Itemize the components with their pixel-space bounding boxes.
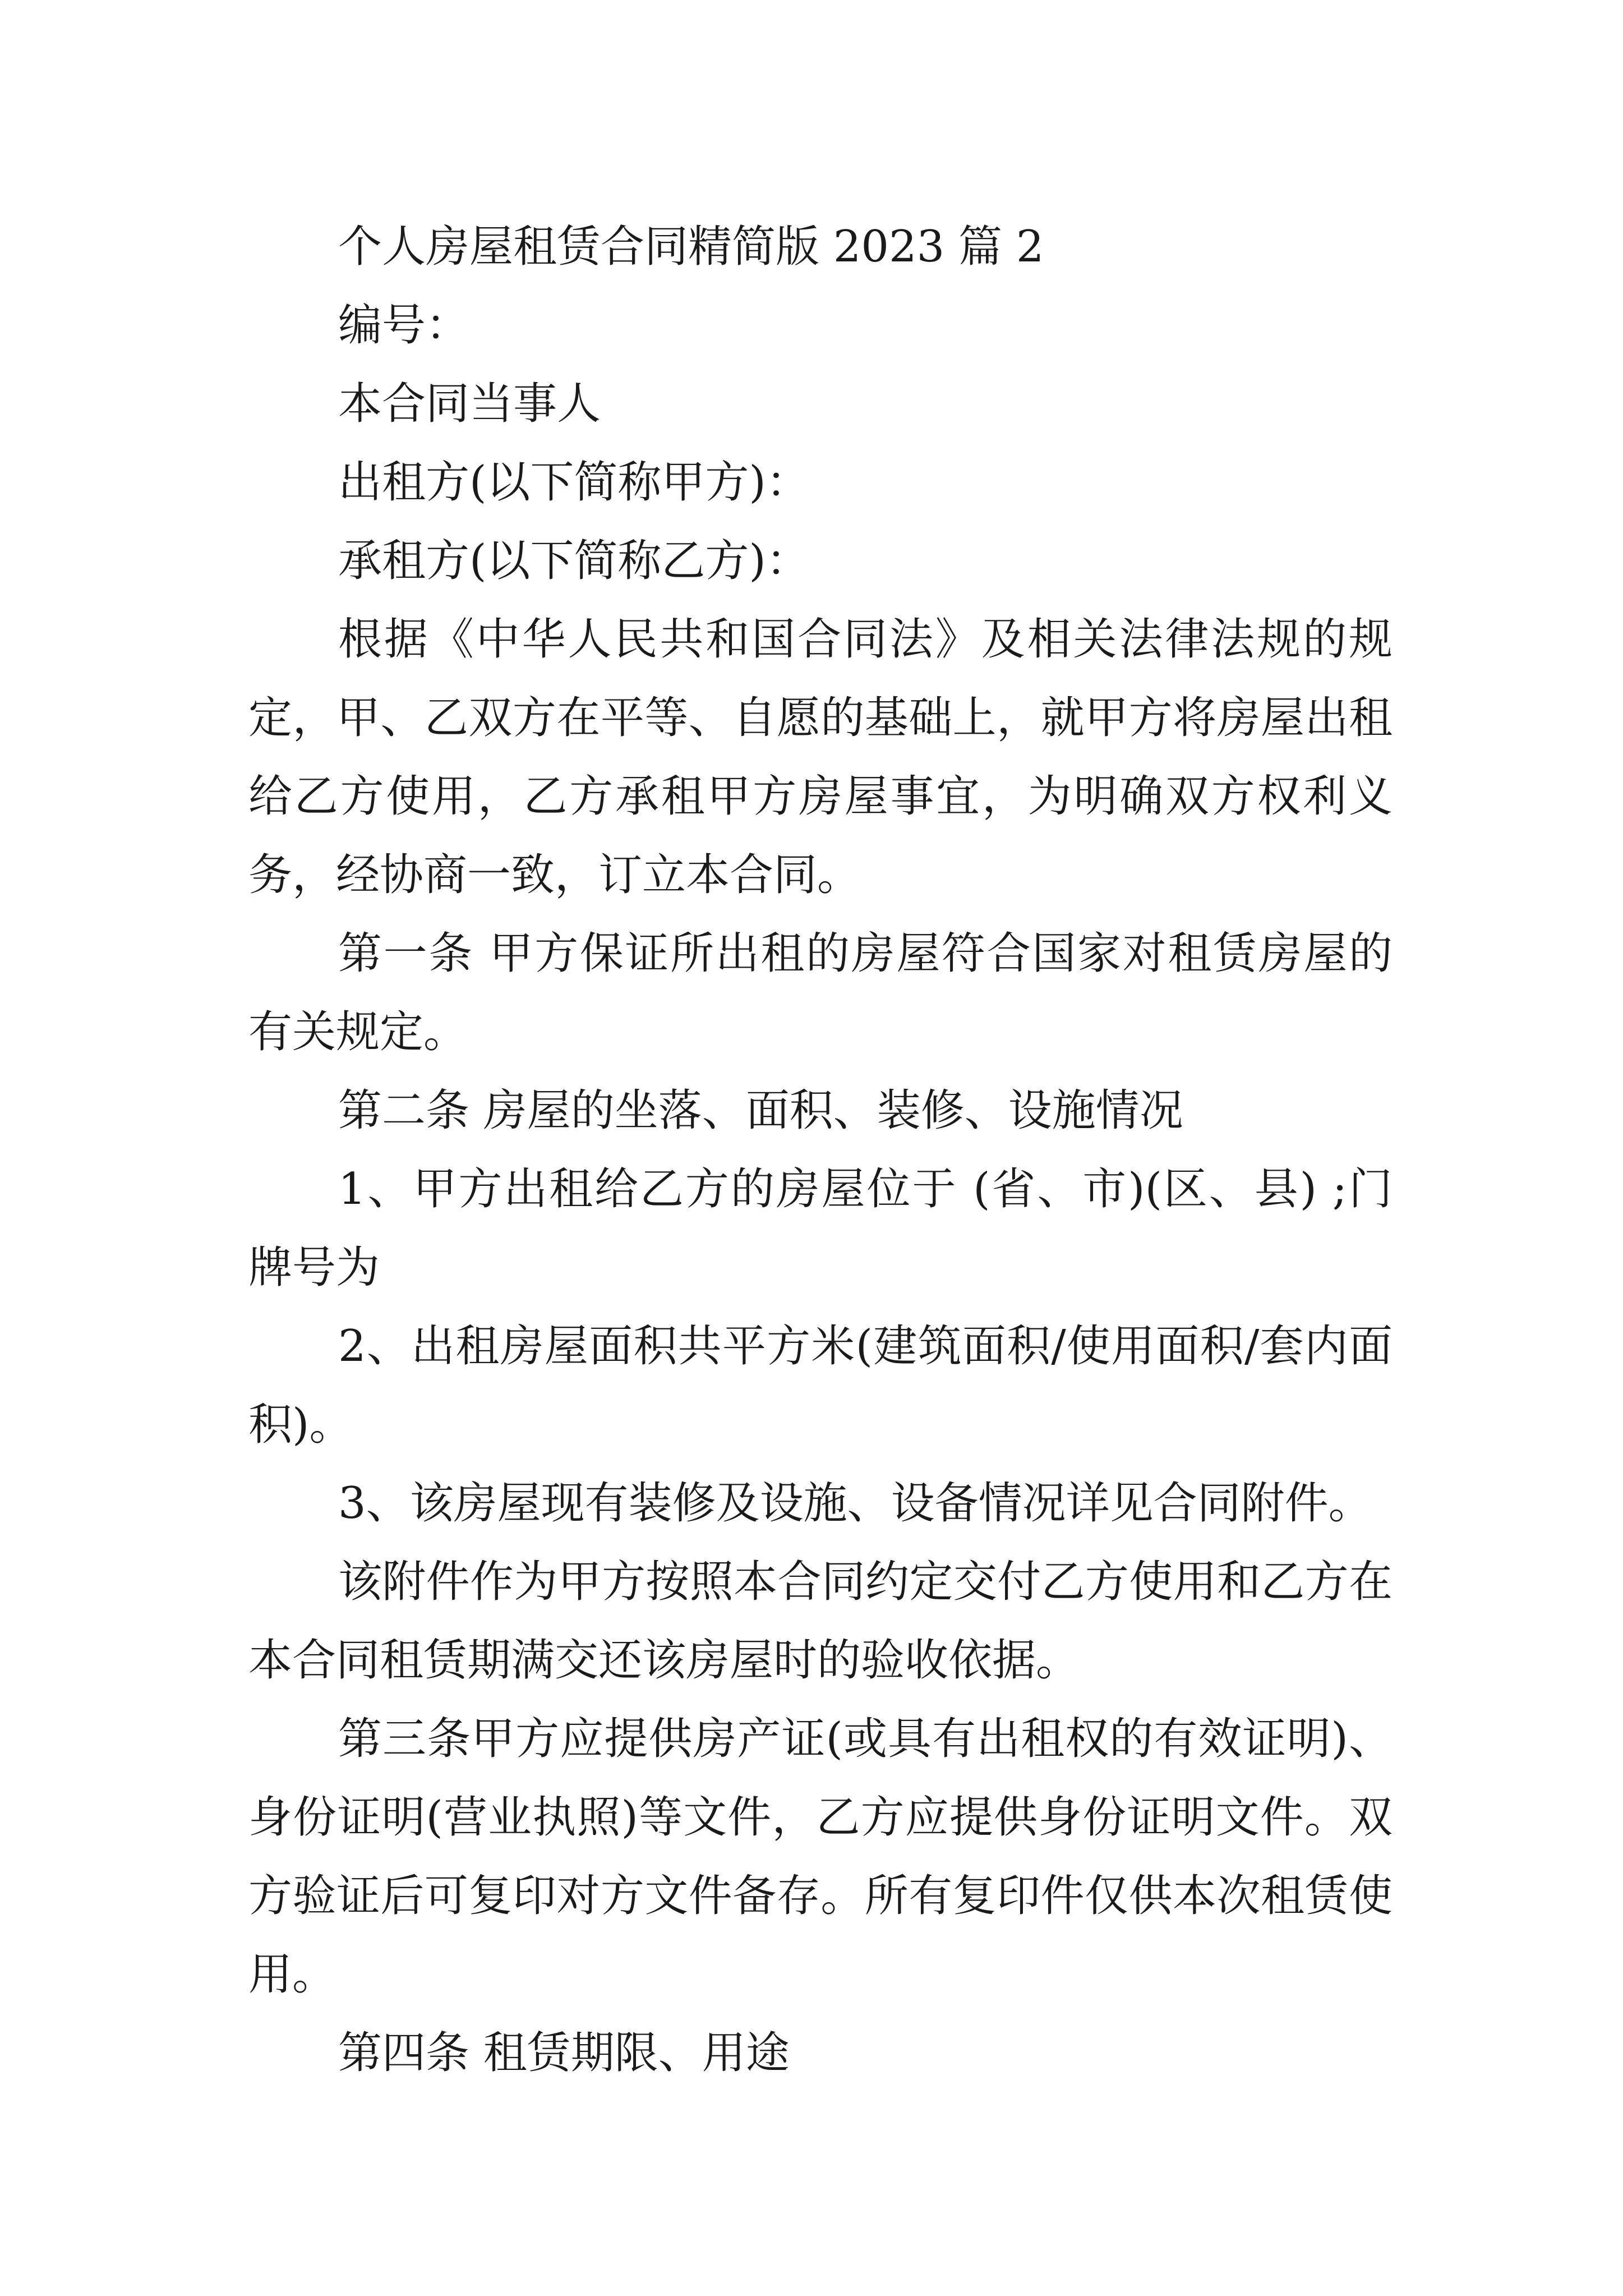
paragraph-article-3: 第三条甲方应提供房产证(或具有出租权的有效证明)、身份证明(营业执照)等文件，乙方应提供身份证明文件。双方验证后可复印对方文件备存。所有复印件仅供本次租赁使用。	[248, 1714, 1393, 2000]
paragraph-article-2-item-3: 3、该房屋现有装修及设施、设备情况详见合同附件。	[338, 1478, 1372, 1529]
paragraph-article-4-heading: 第四条 租赁期限、用途	[338, 2028, 790, 2078]
paragraph-preamble: 根据《中华人民共和国合同法》及相关法律法规的规定，甲、乙双方在平等、自愿的基础上，就甲方将房屋出租给乙方使用，乙方承租甲方房屋事宜，为明确双方权利义务，经协商一致，订立本合同。	[248, 614, 1393, 900]
field-lessee: 承租方(以下简称乙方)：	[338, 536, 810, 586]
paragraph-article-2-item-2: 2、出租房屋面积共平方米(建筑面积/使用面积/套内面积)。	[248, 1321, 1393, 1450]
paragraph-article-1: 第一条 甲方保证所出租的房屋符合国家对租赁房屋的有关规定。	[248, 928, 1393, 1057]
field-parties: 本合同当事人	[338, 379, 601, 429]
paragraph-article-2-item-1: 1、甲方出租给乙方的房屋位于 (省、市)(区、县) ;门牌号为	[248, 1164, 1393, 1293]
paragraph-attachment-note: 该附件作为甲方按照本合同约定交付乙方使用和乙方在本合同租赁期满交还该房屋时的验收依据。	[248, 1557, 1393, 1686]
document-title: 个人房屋租赁合同精简版 2023 篇 2	[338, 222, 1044, 272]
paragraph-article-2-heading: 第二条 房屋的坐落、面积、装修、设施情况	[338, 1085, 1183, 1136]
field-contract-number: 编号：	[338, 300, 470, 351]
field-lessor: 出租方(以下简称甲方)：	[338, 457, 810, 508]
document-page	[248, 208, 1393, 2092]
